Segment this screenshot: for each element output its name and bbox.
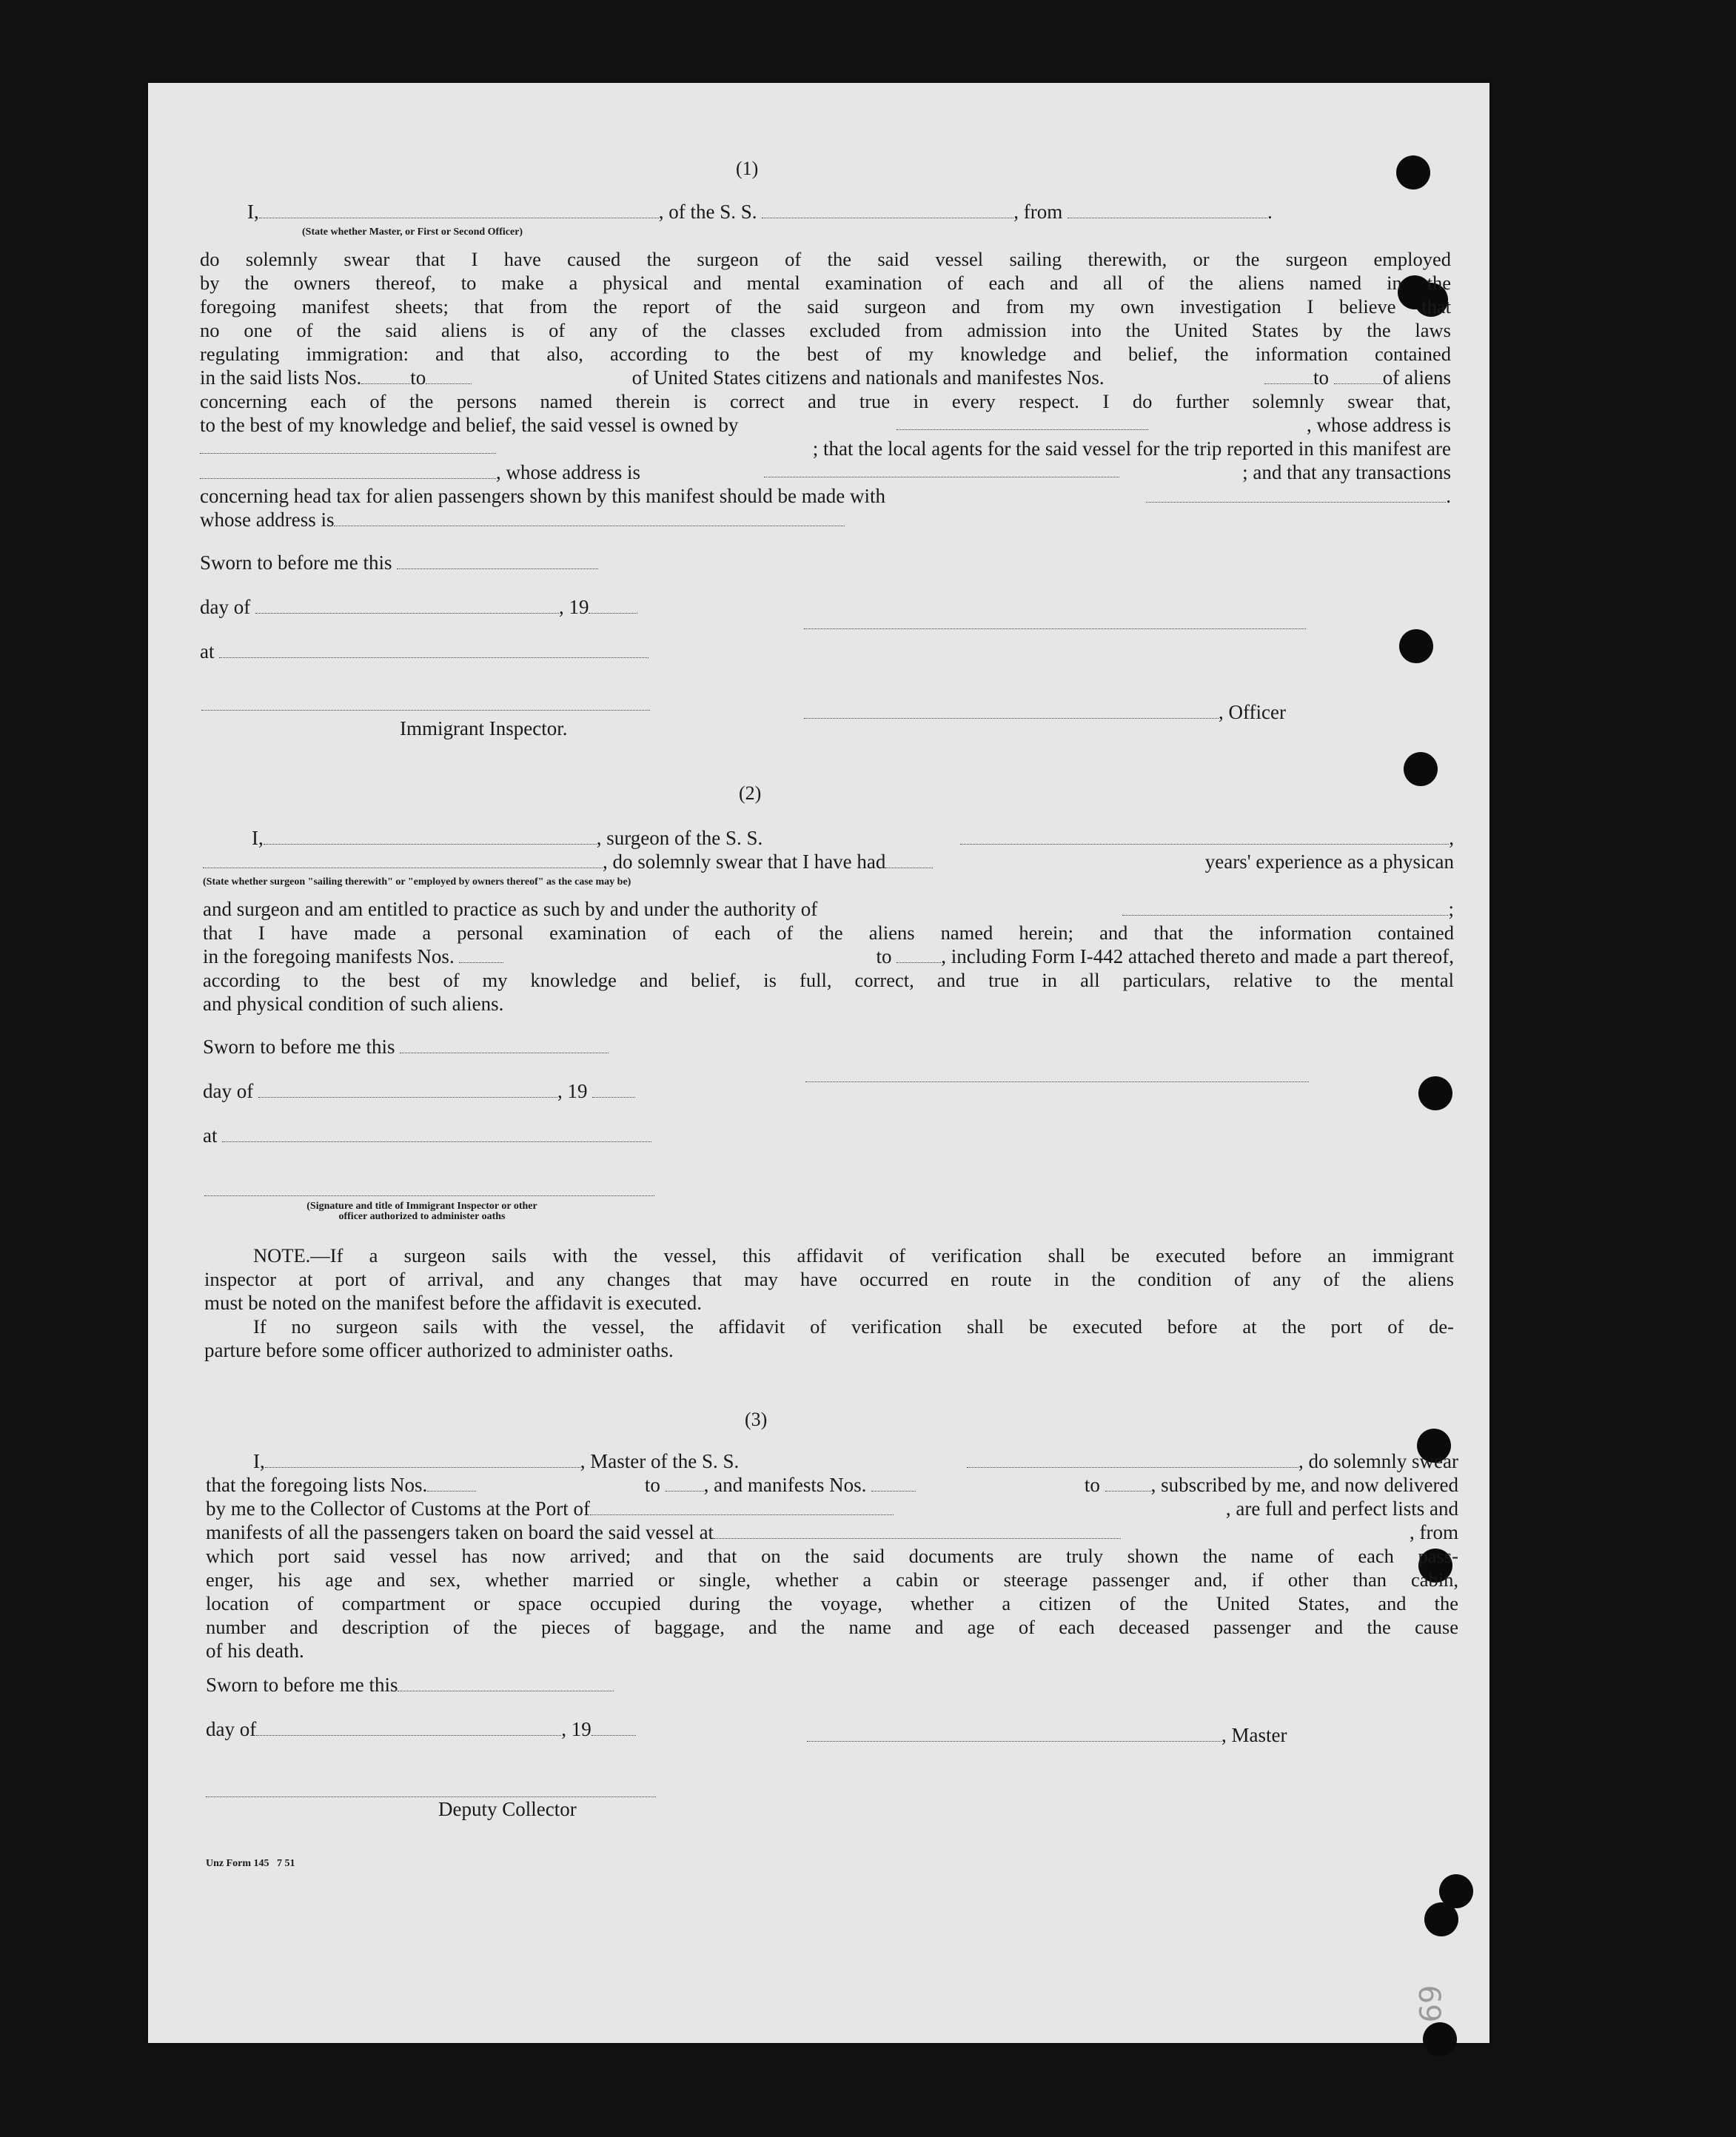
label-to: to [1084,1474,1100,1496]
blank-year[interactable] [589,597,637,614]
blank-officer-name[interactable] [259,201,659,218]
label-end: . [1446,485,1451,507]
label-solemnly-swear: , do solemnly swear [1298,1450,1458,1472]
blank-surgeon-name[interactable] [264,828,597,845]
label-master: , Master [1221,1724,1287,1746]
label-whose-address: whose address is [200,509,335,531]
blank-manifest-from[interactable] [871,1475,916,1492]
surgeon-signature-line[interactable] [805,1081,1309,1082]
whose-last-line [200,508,845,531]
label-to: to [644,1474,660,1496]
punch-hole [1424,1902,1458,1936]
sub-note-surgeon: (State whether surgeon "sailing therewith" or "employed by owners thereof" as the case may be) [203,876,631,888]
label-lists-nos: that the foregoing lists Nos. [206,1474,428,1496]
section-1-line-1 [247,200,1273,224]
blank-vessel-name[interactable] [960,828,1449,845]
blank-from-port[interactable] [1068,201,1267,218]
para-line: according to the best of my knowledge and belief, is full, correct, and true in all particulars, relative to the mental [203,969,1454,991]
label-citizens: of United States citizens and nationals and manifestes Nos. [631,366,1105,389]
label-manifests-nos: in the foregoing manifests Nos. [203,945,455,967]
label-surgeon-ss: , surgeon of the S. S. [596,827,763,849]
para-line: of his death. [206,1640,304,1662]
para-line: enger, his age and sex, whether married or single, whether a cabin or steerage passenger and, if other than cabin, [206,1569,1458,1591]
blank-month[interactable] [256,1719,561,1736]
blank-agents-address[interactable] [764,460,1119,477]
note-line: NOTE.—If a surgeon sails with the vessel, this affidavit of verification shall be executed before an immigrant [253,1244,1454,1267]
note-line: If no surgeon sails with the vessel, the affidavit of verification shall be executed before at the port of de- [253,1315,1454,1338]
label-i: I, [253,1450,265,1472]
blank-agents[interactable] [200,462,496,479]
form-page [148,83,1489,2043]
label-end: . [1267,201,1273,223]
note-line: must be noted on the manifest before the affidavit is executed. [204,1292,703,1314]
officer-signature-line[interactable] [804,628,1306,629]
blank-vessel-name[interactable] [967,1451,1298,1468]
blank-year[interactable] [591,1719,636,1736]
label-end: , [1449,827,1454,849]
label-owned-by: to the best of my knowledge and belief, the said vessel is owned by [200,414,739,436]
label-master-ss: , Master of the S. S. [580,1450,740,1472]
label-full-perfect: , are full and perfect lists and [1225,1497,1458,1520]
label-lists-nos: in the said lists Nos. [200,366,362,389]
owned-line [200,413,1451,437]
sub-note-officer: (State whether Master, or First or Second Officer) [302,227,523,238]
signature-note [244,1201,600,1223]
officer-line [804,700,1286,724]
label-day-of: day of [200,596,251,618]
blank-owner-address[interactable] [200,437,496,454]
blank-head-tax-address[interactable] [334,509,845,526]
label-of-ss: , of the S. S. [658,201,757,223]
note-line: parture before some officer authorized to administer oaths. [204,1339,674,1361]
label-port-of: by me to the Collector of Customs at the Port of [206,1497,590,1520]
punch-hole [1404,752,1438,786]
section-1-heading: (1) [736,158,759,179]
para-line: and physical condition of such aliens. [203,993,504,1015]
label-at: at [200,640,215,662]
section-2-line-2 [203,850,1454,873]
blank-authority[interactable] [1122,899,1448,916]
section-3-line-2 [206,1473,1458,1497]
label-sworn: Sworn to before me this [203,1036,395,1058]
label-at: at [203,1124,218,1147]
label-to: to [876,945,892,967]
sworn-line [203,1035,609,1059]
label-from: , from [1013,201,1063,223]
blank-manifest-to[interactable] [1105,1475,1151,1492]
handwritten-number: 69 [1414,1985,1449,2023]
signature-note-line: (Signature and title of Immigrant Inspector or other [306,1201,537,1212]
blank-list-from[interactable] [427,1475,476,1492]
blank-month[interactable] [258,1081,557,1098]
section-3-heading: (3) [745,1409,768,1430]
punch-hole [1399,629,1433,663]
blank-surgeon-type[interactable] [203,851,603,868]
deputy-label: Deputy Collector [438,1798,577,1820]
form-number: Unz Form 145 7 51 [206,1858,295,1869]
para-line: concerning each of the persons named therein is correct and true in every respect. I do further solemnly swear that, [200,390,1451,412]
label-authority: and surgeon and am entitled to practice as such by and under the authority of [203,898,818,920]
deputy-signature-line[interactable] [206,1796,656,1797]
blank-manifest-to[interactable] [1334,367,1383,384]
section-2-line-3 [203,897,1454,921]
label-19: , 19 [561,1718,591,1740]
blank-head-tax[interactable] [1146,486,1446,503]
blank-manifest-from[interactable] [459,946,503,963]
label-sworn: Sworn to before me this [206,1674,398,1696]
label-officer: , Officer [1219,701,1286,723]
para-line: regulating immigration: and that also, according to the best of my knowledge and belief, the information contained [200,343,1451,365]
signature-note-line: officer authorized to administer oaths [338,1211,506,1222]
at-line [200,640,649,663]
para-line: which port said vessel has now arrived; and that on the said documents are truly shown the name of each pass- [206,1545,1458,1567]
label-from: , from [1410,1521,1458,1543]
label-day-of: day of [203,1080,254,1102]
label-i: I, [247,201,259,223]
label-end: ; [1448,898,1454,920]
label-subscribed: , subscribed by me, and now delivered [1150,1474,1458,1496]
label-taken-on-board: manifests of all the passengers taken on board the said vessel at [206,1521,714,1543]
label-to: to [1313,366,1329,389]
blank-sworn-day[interactable] [398,1674,614,1691]
section-2-heading: (2) [739,782,762,804]
dayof-line [203,1079,635,1103]
para-line: do solemnly swear that I have caused the surgeon of the said vessel sailing therewith, or the surgeon employed [200,248,1451,270]
label-whose-address: , whose address is [1307,414,1451,436]
dayof-line [200,595,637,619]
para-line: that I have made a personal examination of each of the aliens named herein; and that the information contained [203,922,1454,944]
blank-owner[interactable] [897,413,1148,430]
headtax-line [200,484,1451,508]
sworn-line [200,551,598,574]
whose-line [200,460,1451,484]
sworn-line [206,1673,614,1697]
blank-at-place[interactable] [222,1125,651,1142]
blank-list-to[interactable] [666,1475,704,1492]
label-to: to [410,366,426,389]
section-2-line-1 [252,826,1454,850]
para-line: number and description of the pieces of baggage, and the name and age of each deceased passenger and the cause [206,1616,1458,1638]
note-line: inspector at port of arrival, and any changes that may have occurred en route in the condition of any of the aliens [204,1268,1454,1290]
inspector-signature-line[interactable] [204,1195,654,1196]
blank-boarding-port[interactable] [714,1522,1121,1539]
section-2-line-5 [203,945,1454,968]
label-sworn: Sworn to before me this [200,551,392,574]
label-day-of: day of [206,1718,257,1740]
inspector-label: Immigrant Inspector. [400,717,568,739]
label-years-experience: years' experience as a physican [1204,851,1454,873]
master-line [807,1723,1287,1747]
blank-list-from[interactable] [361,367,410,384]
label-manifests-nos: , and manifests Nos. [703,1474,867,1496]
blank-at-place[interactable] [219,641,649,658]
label-19: , 19 [557,1080,588,1102]
para-line: by the owners thereof, to make a physical and mental examination of each and all of the aliens named in the [200,272,1451,294]
blank-manifest-to[interactable] [897,946,941,963]
label-of-aliens: of aliens [1382,366,1451,389]
label-transactions: ; and that any transactions [1242,461,1451,483]
blank-years[interactable] [885,851,933,868]
blank-list-to[interactable] [426,367,472,384]
blank-officer-signature[interactable] [804,702,1219,719]
para-line: foregoing manifest sheets; that from the report of the said surgeon and from my own investigation I believe that [200,295,1451,318]
label-form-i442: , including Form I-442 attached thereto and made a part thereof, [941,945,1454,967]
blank-year[interactable] [592,1081,635,1098]
blank-master-name[interactable] [265,1451,580,1468]
punch-hole [1396,155,1430,189]
label-have-had: , do solemnly swear that I have had [603,851,886,873]
blank-sworn-day[interactable] [400,1036,609,1053]
inspector-signature-line[interactable] [201,709,650,711]
section-3-line-3 [206,1497,1458,1520]
label-local-agents: ; that the local agents for the said vessel for the trip reported in this manifest are [812,437,1451,460]
blank-port[interactable] [590,1498,894,1515]
para-line: no one of the said aliens is of any of the classes excluded from admission into the United States by the laws [200,319,1451,341]
punch-hole [1423,2022,1457,2056]
para-line: location of compartment or space occupied during the voyage, whether a citizen of the United States, and the [206,1592,1458,1614]
label-head-tax: concerning head tax for alien passengers shown by this manifest should be made with [200,485,886,507]
section-3-line-1 [253,1449,1458,1473]
blank-month[interactable] [255,597,559,614]
lists-line [200,366,1451,389]
blank-vessel-name[interactable] [762,201,1013,218]
agents-line [200,437,1451,460]
label-i: I, [252,827,264,849]
blank-master-signature[interactable] [807,1725,1221,1742]
blank-manifest-from[interactable] [1264,367,1313,384]
dayof-line [206,1717,636,1741]
section-3-line-4 [206,1520,1458,1544]
label-19: , 19 [558,596,589,618]
blank-sworn-day[interactable] [397,552,598,569]
label-whose-address: , whose address is [496,461,640,483]
punch-hole [1418,1076,1452,1110]
at-line [203,1124,651,1147]
